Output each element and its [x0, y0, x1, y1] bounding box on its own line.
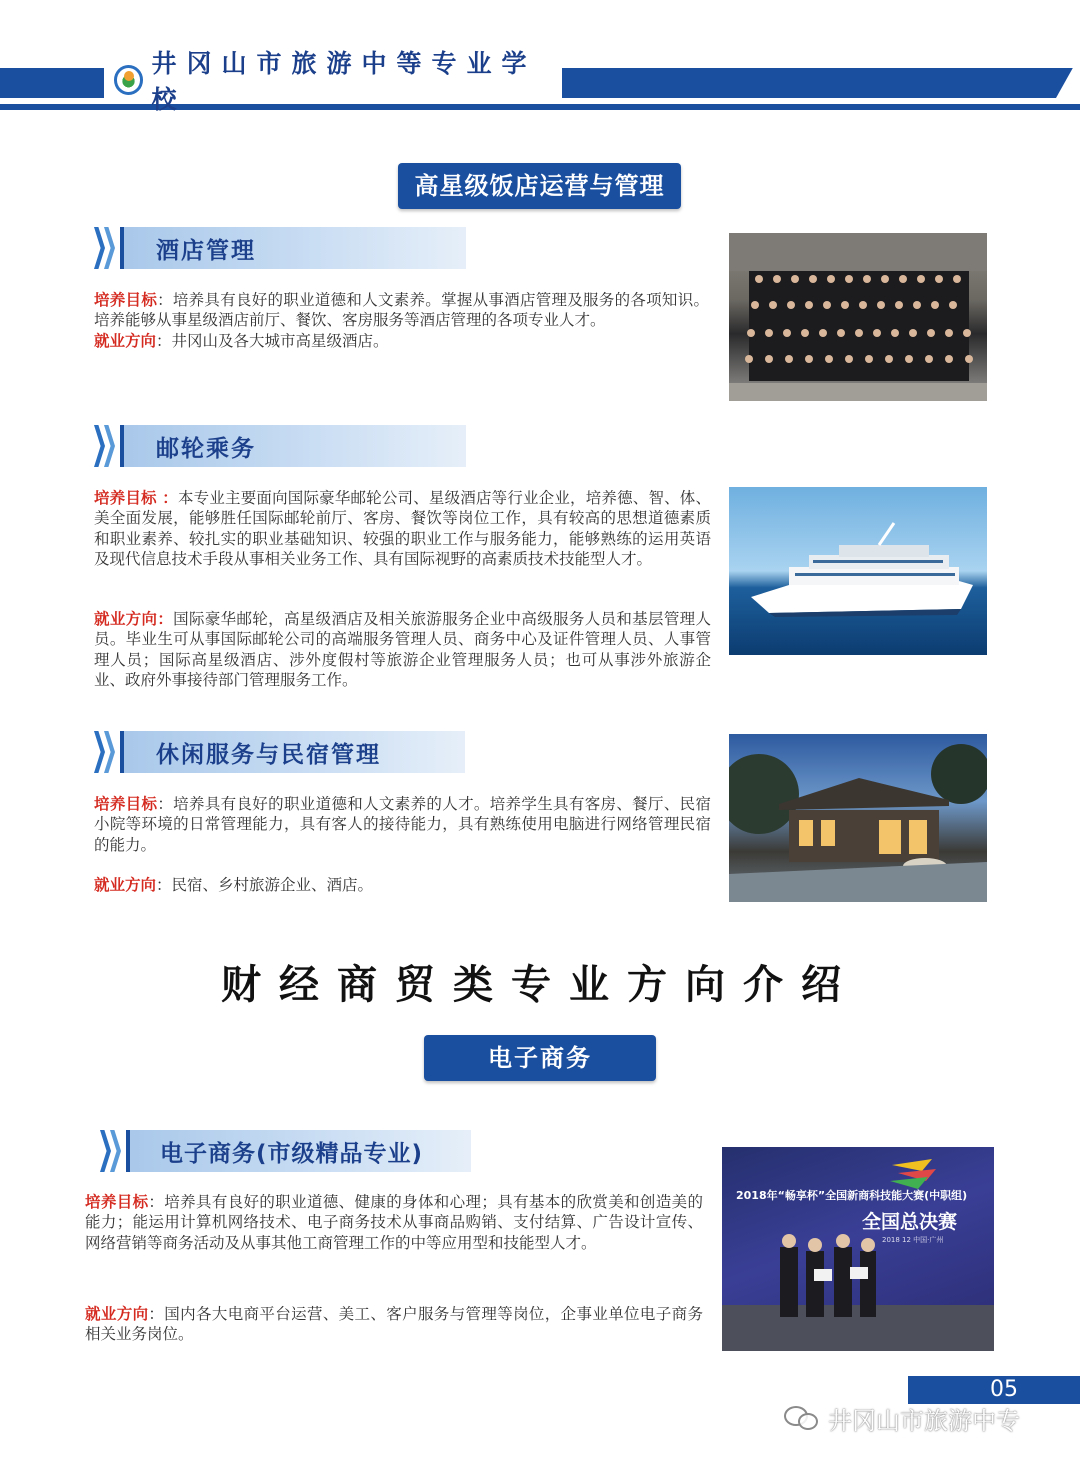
category-main-title: 财经商贸类专业方向介绍 — [221, 961, 859, 1008]
goal-label: 培养目标 — [85, 1193, 149, 1211]
double-chevron-icon — [94, 731, 120, 773]
ecommerce-job — [85, 1304, 703, 1345]
section-header-hotel-management — [94, 227, 466, 269]
job-text: ：井冈山及各大城市高星级酒店。 — [156, 331, 389, 350]
goal-text: ：培养具有良好的职业道德和人文素养。掌握从事酒店管理及服务的各项知识。培养能够从事星级酒店前厅、餐饮、客房服务等酒店管理的各项专业人才。 — [94, 291, 709, 330]
job-label: 就业方向 — [94, 331, 157, 350]
goal-label: 培养目标 — [94, 291, 158, 309]
header-title-area — [104, 49, 562, 114]
category-title-ecommerce: 电子商务 — [424, 1035, 656, 1081]
major-description-hotel — [94, 290, 709, 351]
goal-text: ：培养具有良好的职业道德、健康的身体和心理；具有基本的欣赏美和创造美的能力；能运用计算机网络技术、电子商务技术从事商品购销、支付结算、广告设计宣传、网络营销等商务活动及从事其他工商管理工作的中等应用型和技能型人才。 — [85, 1193, 703, 1252]
double-chevron-icon — [94, 227, 120, 269]
section-title: 休闲服务与民宿管理 — [120, 731, 465, 773]
job-text: 国际豪华邮轮，高星级酒店及相关旅游服务企业中高级服务人员和基层管理人员。毕业生可从事国际邮轮公司的高端服务管理人员、商务中心及证件管理人员、人事管理人员；国际高星级酒店、涉外度假村等旅游企业管理服务人员；也可从事涉外旅游企业、政府外事接待部门管理服务工作。 — [94, 610, 711, 689]
ecommerce-goal — [85, 1192, 703, 1253]
award-banner-line3: 2018 12 中国·广州 — [882, 1236, 944, 1244]
school-logo-icon — [114, 65, 143, 95]
award-banner-line2: 全国总决赛 — [862, 1211, 958, 1233]
job-label: 就业方向 — [94, 876, 157, 894]
section-header-ecommerce — [100, 1130, 471, 1172]
homestay-house-photo — [729, 734, 987, 902]
page-number: 05 — [990, 1377, 1018, 1402]
section-title: 酒店管理 — [120, 227, 466, 269]
watermark-text: 井冈山市旅游中专 — [828, 1406, 1020, 1435]
job-text: ：民宿、乡村旅游企业、酒店。 — [156, 876, 374, 894]
students-group-photo — [729, 233, 987, 401]
award-ceremony-photo — [722, 1147, 994, 1351]
goal-text: 本专业主要面向国际豪华邮轮公司、星级酒店等行业企业，培养德、智、体、美全面发展，能够胜任国际邮轮前厅、客房、餐饮等岗位工作，具有较高的思想道德素质和职业素养、较扎实的职业基础知识、较强的职业工作与服务能力，能够熟练的运用英语及现代信息技术手段从事相关业务工作、具有国际视野的高素质技术技能型人才。 — [94, 489, 711, 568]
double-chevron-icon — [94, 425, 120, 467]
major-goal-homestay — [94, 794, 711, 855]
major-job-homestay — [94, 875, 711, 895]
section-header-cruise-service — [94, 425, 466, 467]
category-title-hotel: 高星级饭店运营与管理 — [398, 163, 681, 209]
major-goal-cruise — [94, 488, 711, 569]
job-label: 就业方向 — [85, 1305, 149, 1323]
major-job-cruise — [94, 609, 711, 690]
section-header-leisure-homestay — [94, 731, 465, 773]
wechat-watermark — [782, 1402, 1020, 1434]
goal-text: ：培养具有良好的职业道德和人文素养的人才。培养学生具有客房、餐厅、民宿小院等环境的日常管理能力，具有客人的接待能力，具有熟练使用电脑进行网络管理民宿的能力。 — [94, 795, 711, 854]
section-title: 电子商务(市级精品专业) — [126, 1130, 471, 1172]
wechat-icon — [782, 1404, 822, 1432]
goal-label: 培养目标 — [94, 795, 158, 813]
cruise-ship-photo — [729, 487, 987, 655]
job-label: 就业方向： — [94, 610, 174, 628]
section-title: 邮轮乘务 — [120, 425, 466, 467]
job-text: ：国内各大电商平台运营、美工、客户服务与管理等岗位，企事业单位电子商务相关业务岗位。 — [85, 1305, 703, 1344]
double-chevron-icon — [100, 1130, 126, 1172]
goal-label: 培养目标 ： — [94, 489, 178, 507]
award-banner-line1: 2018年“畅享杯”全国新商科技能大赛(中职组) — [736, 1189, 968, 1202]
school-name: 井冈山市旅游中等专业学校 — [151, 49, 537, 114]
